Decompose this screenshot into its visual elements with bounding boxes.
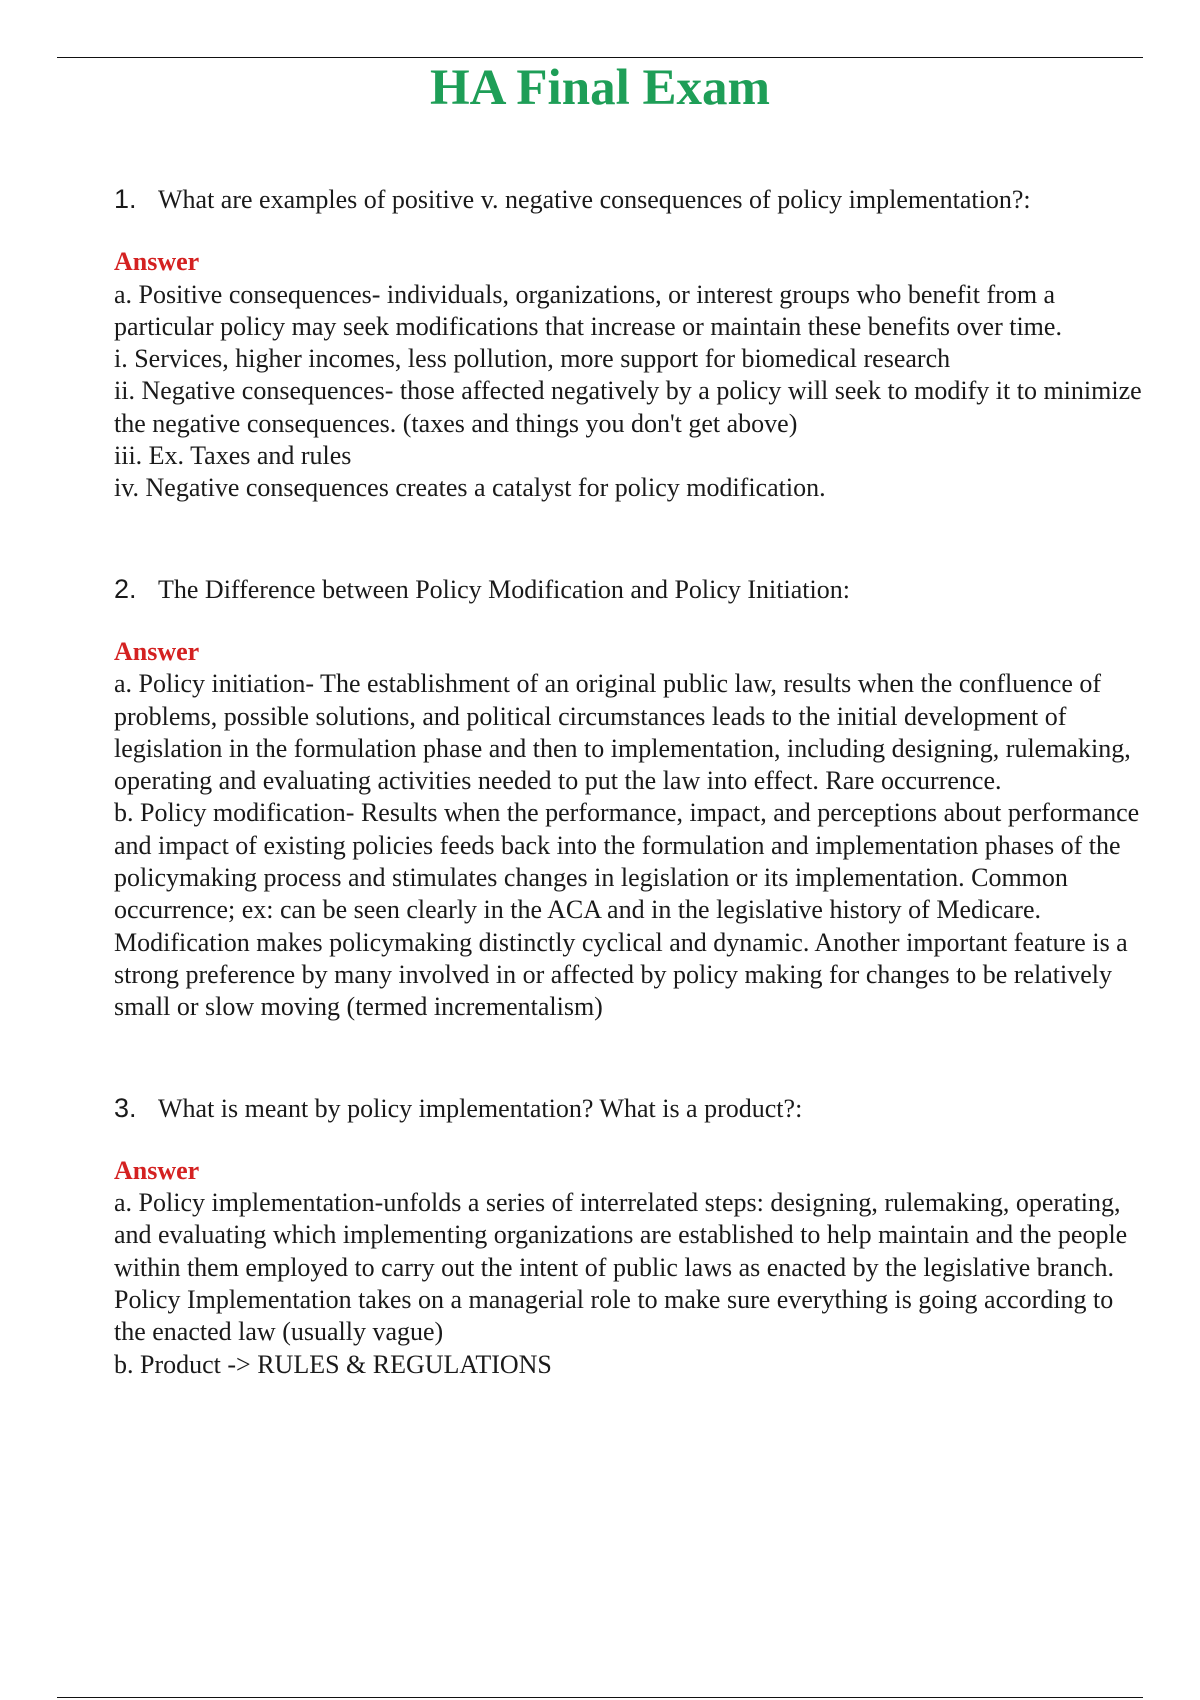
answer-line: ii. Negative consequences- those affected negatively by a policy will seek to modify it to minimize the negative consequences. (taxes and things you don't get above) [114,376,1142,438]
question-text: The Difference between Policy Modification and Policy Initiation: [158,574,850,604]
answer-line: a. Positive consequences- individuals, organizations, or interest groups who benefit from a particular policy may seek modifications that increase or maintain these benefits over time. [114,279,1062,341]
document-title: HA Final Exam [429,60,771,116]
question-2 [114,573,1150,606]
question-text: What are examples of positive v. negative consequences of policy implementation?: [158,185,1031,214]
bottom-rule [57,1697,1143,1698]
question-section-1 [114,183,1150,505]
question-number: 3. [114,1092,137,1123]
answer-line: a. Policy initiation- The establishment of an original public law, results when the confluence of problems, possible solutions, and political circumstances leads to the initial development of legislation in the formulation phase and then to implementation, including designing, rulemaking, operating and evaluating activities needed to put the law into effect. Rare occurrence. [114,669,1131,796]
question-number: 2. [114,573,137,604]
question-section-2 [114,573,1150,1024]
question-number: 1. [114,184,137,214]
answer-line: iii. Ex. Taxes and rules [114,441,352,471]
answer-label: Answer [114,247,200,277]
answer-line: i. Services, higher incomes, less pollution, more support for biomedical research [114,344,951,374]
question-text: What is meant by policy implementation? What is a product?: [158,1093,803,1123]
answer-line: b. Product -> RULES & REGULATIONS [114,1349,552,1379]
document-body [114,183,1150,1381]
answer-line: iv. Negative consequences creates a catalyst for policy modification. [114,473,826,503]
answer-label: Answer [114,1155,200,1185]
answer-line: b. Policy modification- Results when the performance, impact, and perceptions about performance and impact of existing policies feeds back into the formulation and implementation phases of the policymaking process and stimulates changes in legislation or its implementation. Common occurrence; ex: can be seen clearly in the ACA and in the legislative history of Medicare. Modification makes policymaking distinctly cyclical and dynamic. Another important feature is a strong preference by many involved in or affected by policy making for changes to be relatively small or slow moving (termed incrementalism) [114,798,1140,1022]
answer-label: Answer [114,636,200,666]
question-1 [114,183,1150,216]
question-section-3 [114,1092,1150,1381]
answer-line: a. Policy implementation-unfolds a series of interrelated steps: designing, rulemaking, operating, and evaluating which implementing organizations are established to help maintain and the people within them employed to carry out the intent of public laws as enacted by the legislative branch. Policy Implementation takes on a managerial role to make sure everything is going according to the enacted law (usually vague) [114,1188,1128,1347]
question-3 [114,1092,1150,1125]
